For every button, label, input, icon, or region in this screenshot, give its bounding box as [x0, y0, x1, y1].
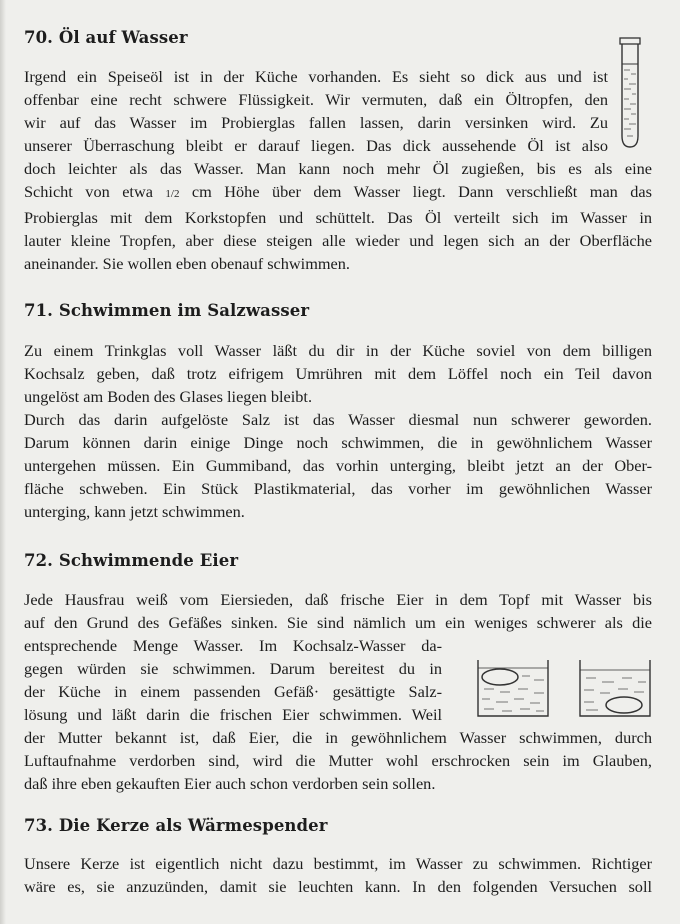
text-fragment: Schicht von etwa — [24, 182, 166, 201]
section-title: Schwimmende Eier — [58, 551, 239, 570]
text-fragment: cm Höhe über dem Wasser liegt. Dann verschließt man das — [191, 182, 652, 201]
section-73 — [24, 816, 652, 898]
text-line-with-fraction — [24, 180, 652, 206]
text-line: Durch das darin aufgelöste Salz ist das Wasser diesmal nun schwerer geworden. — [24, 410, 652, 429]
section-heading — [24, 301, 652, 321]
section-71 — [24, 301, 652, 523]
section-number: 73. — [24, 816, 54, 835]
section-title: Öl auf Wasser — [58, 28, 188, 47]
text-line: Darum können darin einige Dinge noch schwimmen, die in gewöhnlichem Wasser — [24, 433, 652, 452]
text-line: Jede Hausfrau weiß vom Eiersieden, daß frische Eier in dem Topf mit Wasser bis — [24, 590, 652, 609]
text-line: lauter kleine Tropfen, aber diese steigen alle wieder und legen sich an der Oberfläche — [24, 231, 652, 250]
text-line: unterging, kann jetzt schwimmen. — [24, 502, 245, 521]
text-line: untergehen müssen. Ein Gummiband, das vorhin unterging, bleibt jetzt an der Ober- — [24, 456, 652, 475]
text-line: offenbar eine recht schwere Flüssigkeit. Wir vermuten, daß ein Öltropfen, den — [24, 90, 608, 109]
section-body — [24, 339, 652, 523]
text-line: entsprechende Menge Wasser. Im Kochsalz-Wasser da- — [24, 636, 442, 655]
text-line: lösung und läßt darin die frischen Eier schwimmen. Weil — [24, 705, 442, 724]
text-line: Irgend ein Speiseöl ist in der Küche vorhanden. Es sieht so dick aus und ist — [24, 67, 608, 86]
page-edge-shadow — [0, 0, 6, 924]
text-line: unserer Überraschung bleibt er darauf liegen. Das dick aussehende Öl ist also — [24, 136, 608, 155]
text-line: Probierglas mit dem Korkstopfen und schüttelt. Das Öl verteilt sich im Wasser in — [24, 208, 652, 227]
section-title: Schwimmen im Salzwasser — [58, 301, 310, 320]
text-line: Unsere Kerze ist eigentlich nicht dazu bestimmt, im Wasser zu schwimmen. Richtiger — [24, 854, 652, 873]
text-line: ungelöst am Boden des Glases liegen bleibt. — [24, 387, 313, 406]
section-number: 71. — [24, 301, 54, 320]
text-line: Luftaufnahme verdorben sind, wird die Mutter wohl erschrocken sein im Glauben, — [24, 751, 652, 770]
fraction: 1/2 — [165, 188, 180, 200]
section-title: Die Kerze als Wärmespender — [58, 816, 328, 835]
section-number: 70. — [24, 28, 54, 47]
text-line: Kochsalz geben, daß trotz eifrigem Umrühren mit dem Löffel noch ein Teil davon — [24, 364, 652, 383]
text-line: wäre es, sie anzuzünden, damit sie leuchten kann. In den folgenden Versuchen soll — [24, 877, 652, 896]
section-heading — [24, 816, 652, 836]
section-heading — [24, 551, 652, 571]
text-line: Zu einem Trinkglas voll Wasser läßt du dir in der Küche soviel von dem billigen — [24, 341, 652, 360]
section-number: 72. — [24, 551, 54, 570]
section-body — [24, 852, 652, 898]
text-line: der Küche in einem passenden Gefäß· gesättigte Salz- — [24, 682, 442, 701]
section-body — [24, 65, 652, 275]
section-heading — [24, 28, 652, 48]
text-line: fläche schweben. Ein Stück Plastikmaterial, das vorher im gewöhnlichen Wasser — [24, 479, 652, 498]
egg-in-jars-icon — [474, 658, 654, 722]
text-line: daß ihre eben gekauften Eier auch schon verdorben sein sollen. — [24, 774, 436, 793]
text-line: doch leichter als das Wasser. Man kann noch mehr Öl zugießen, bis es als eine — [24, 159, 652, 178]
test-tube-oil-layer-icon — [617, 36, 643, 150]
text-line: der Mutter bekannt ist, daß Eier, die in gewöhnlichem Wasser schwimmen, durch — [24, 728, 652, 747]
text-line: wir auf das Wasser im Probierglas fallen lassen, darin versinken wird. Zu — [24, 113, 608, 132]
text-line: gegen würden sie schwimmen. Darum bereitest du in — [24, 659, 442, 678]
text-line: auf den Grund des Gefäßes sinken. Sie sind nämlich um ein weniges schwerer als die — [24, 613, 652, 632]
text-line: aneinander. Sie wollen eben obenauf schwimmen. — [24, 254, 350, 273]
section-70 — [24, 28, 652, 275]
